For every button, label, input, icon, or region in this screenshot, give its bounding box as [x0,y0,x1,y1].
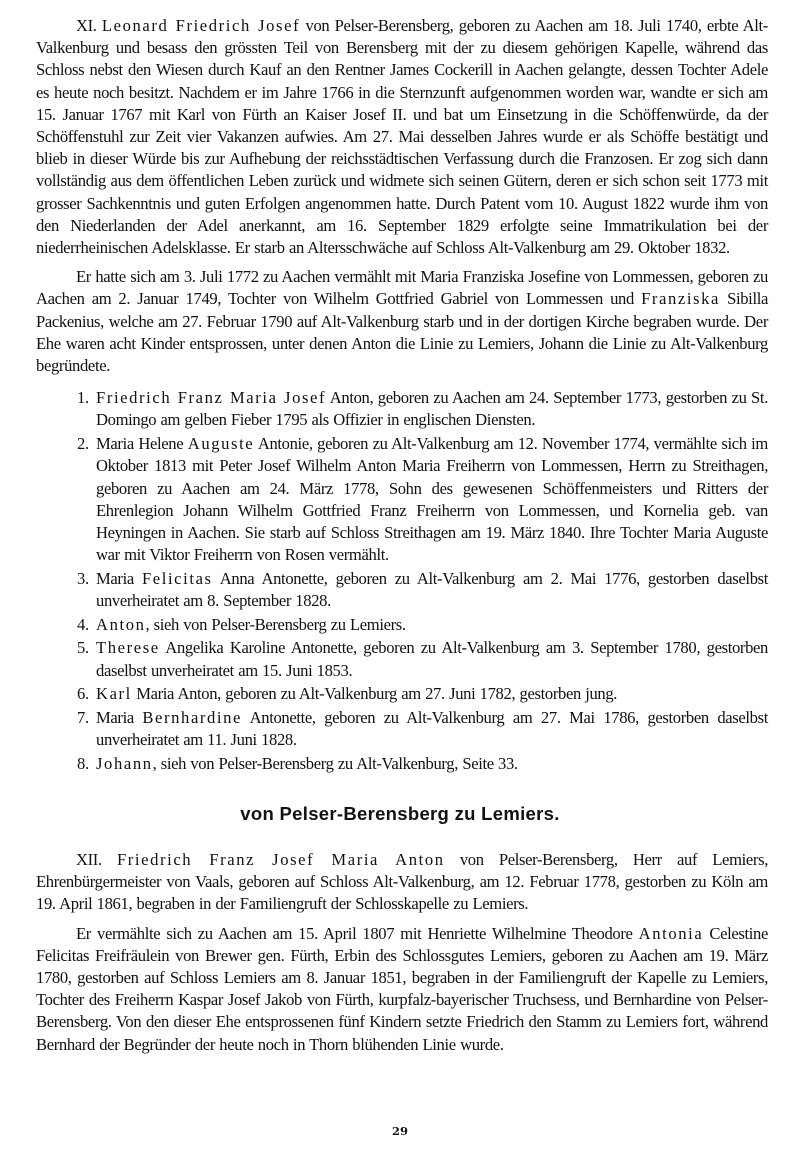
child-details: , sieh von Pelser-Berensberg zu Lemiers. [145,614,406,634]
paragraph-text: Er hatte sich am 3. Juli 1772 zu Aachen vermählt mit Maria Franziska Josefine von Lommessen, geboren zu Aachen am 2. Januar 1749, Tochter von Wilhelm Gottfried Gabriel von Lommessen und [36,267,768,309]
list-number: 4. [77,614,89,634]
children-list [36,387,768,775]
page-number: 29 [391,1124,408,1138]
list-number: 6. [77,684,89,704]
child-name-prefix: Maria [96,568,142,588]
person-name: Antonia [638,923,704,943]
list-number: 7. [77,708,89,728]
generation-numeral: XI. [76,16,97,35]
list-item [36,614,768,636]
paragraph-text: Celestine Felicitas Freifräulein von Brewer gen. Fürth, Erbin des Schlossgutes Lemiers, geboren zu Aachen am 19. März 1780, gestorben auf Schloss Lemiers am 8. Januar 1851, begraben in der Familiengruft der Kapelle zu Lemiers, Tochter des Freiherrn Kaspar Josef Jakob von Fürth, kurpfalz-bayerischer Truchsess, und Bernhardine von Pelser-Berensberg. Von den dieser Ehe entsprossenen fünf Kindern setzte Friedrich den Stamm zu Lemiers fort, während Bernhard der Begründer der heute noch in Thorn blühenden Linie wurde. [36,923,768,1054]
child-name: Anton [96,614,146,634]
list-item [36,568,768,612]
person-name: Leonard Friedrich Josef [101,16,301,35]
list-item [36,433,768,566]
child-details: , sieh von Pelser-Berensberg zu Alt-Valkenburg, Seite 33. [152,754,518,773]
paragraph-text: von Pelser-Berensberg, geboren zu Aachen am 18. Juli 1740, erbte Alt-Valkenburg und besass den grössten Teil von Berensberg mit der zu diesem gehörigen Kapelle, während das Schloss nebst den Wiesen durch Kauf an den Rentner James Cockerill in Aachen gelangte, dessen Tochter Adele es heute noch besitzt. Nachdem er im Jahre 1766 in die Sternzunft aufgenommen worden war, wandte er sich am 15. Januar 1767 mit Karl von Fürth an Kaiser Josef II. und bat um Einsetzung in die Schöffenwürde, da der Schöffenstuhl zur Zeit vier Vakanzen aufwies. Am 27. Mai desselben Jahres wurde er als Schöffe bestätigt und blieb in dieser Würde bis zur Aufhebung der reichsstädtischen Verfassung durch die Franzosen. Er zog sich dann vollständig aus dem öffentlichen Leben zurück und widmete sich seinen Gütern, deren er sich schon seit 1773 mit grosser Sachkenntnis und guten Erfolgen angenommen hatte. Durch Patent vom 10. August 1822 wurde ihm von den Niederlanden der Adel anerkannt, am 16. September 1829 erfolgte seine Immatrikulation bei der niederrheinischen Adelsklasse. Er starb an Altersschwäche auf Schloss Alt-Valkenburg am 29. Oktober 1832. [36,16,768,258]
section-alt-valkenburg [36,15,768,777]
child-name-prefix: Maria Helene [96,434,188,454]
section-heading: von Pelser-Berensberg zu Lemiers. [240,803,560,824]
list-item [36,637,768,681]
child-details: Angelika Karoline Antonette, geboren zu Alt-Valkenburg am 3. September 1780, gestorben daselbst unverheiratet am 15. Juni 1853. [96,638,768,680]
list-number: 8. [77,754,89,773]
paragraph-xi-leonard [36,15,768,259]
list-item [36,683,768,705]
child-name: Auguste [187,434,255,454]
paragraph-xii-friedrich [36,849,768,916]
list-item [36,753,768,775]
list-item [36,707,768,751]
child-details: Maria Anton, geboren zu Alt-Valkenburg am 27. Juni 1782, gestorben jung. [131,684,618,704]
child-details: Anton, geboren zu Aachen am 24. September 1773, gestorben zu St. Domingo am gelben Fieber 1795 als Offizier in englischen Diensten. [96,388,768,430]
paragraph-text: Sibilla Packenius, welche am 27. Februar 1790 auf Alt-Valkenburg starb und in der dortigen Kirche begraben wurde. Der Ehe waren acht Kinder entsprossen, unter denen Anton die Linie zu Lemiers, Johann die Linie zu Alt-Valkenburg begründete. [36,289,768,376]
paragraph-marriage [36,923,768,1056]
child-name: Johann [96,754,153,773]
child-details: Antonie, geboren zu Alt-Valkenburg am 12. November 1774, vermählte sich im Oktober 1813 mit Peter Josef Wilhelm Anton Maria Freiherrn von Lommessen, Herrn zu Streithagen, geboren zu Aachen am 24. März 1778, Sohn des gewesenen Schöffenmeisters und Ritters der Ehrenlegion Johann Wilhelm Gottfried Franz Freiherrn von Lommessen, und Kornelia geb. van Heyningen in Aachen. Sie starb auf Schloss Streithagen am 19. März 1840. Ihre Tochter Maria Auguste war mit Viktor Freiherrn von Rosen vermählt. [96,434,768,565]
child-details: Anna Antonette, geboren zu Alt-Valkenburg am 2. Mai 1776, gestorben daselbst unverheiratet am 8. September 1828. [96,568,769,611]
child-name-prefix: Maria [96,708,143,728]
person-name: Franziska [641,289,720,309]
person-name: Friedrich Franz Josef Maria Anton [116,850,445,869]
section-lemiers [36,849,768,1056]
paragraph-text: von Pelser-Berensberg, Herr auf Lemiers, Ehrenbürgermeister von Vaals, geboren auf Schloss Alt-Valkenburg, am 12. Februar 1778, gestorben zu Köln am 19. April 1861, begraben in der Familiengruft der Schlosskapelle zu Lemiers. [36,850,768,914]
child-details: Antonette, geboren zu Alt-Valkenburg am 27. Mai 1786, gestorben daselbst unverheiratet am 11. Juni 1828. [96,708,768,750]
child-name: Therese [96,638,160,658]
list-number: 3. [77,568,89,588]
paragraph-marriage [36,266,768,377]
list-number: 1. [77,388,89,408]
child-name: Felicitas [141,568,213,588]
child-name: Friedrich Franz Maria Josef [96,388,327,408]
child-name: Karl [96,684,132,704]
list-number: 2. [77,434,89,454]
paragraph-text: Er vermählte sich zu Aachen am 15. April 1807 mit Henriette Wilhelmine Theodore [76,923,639,943]
child-name: Bernhardine [142,708,243,728]
list-item [36,387,768,431]
list-number: 5. [77,638,89,658]
generation-numeral: XII. [76,850,102,869]
